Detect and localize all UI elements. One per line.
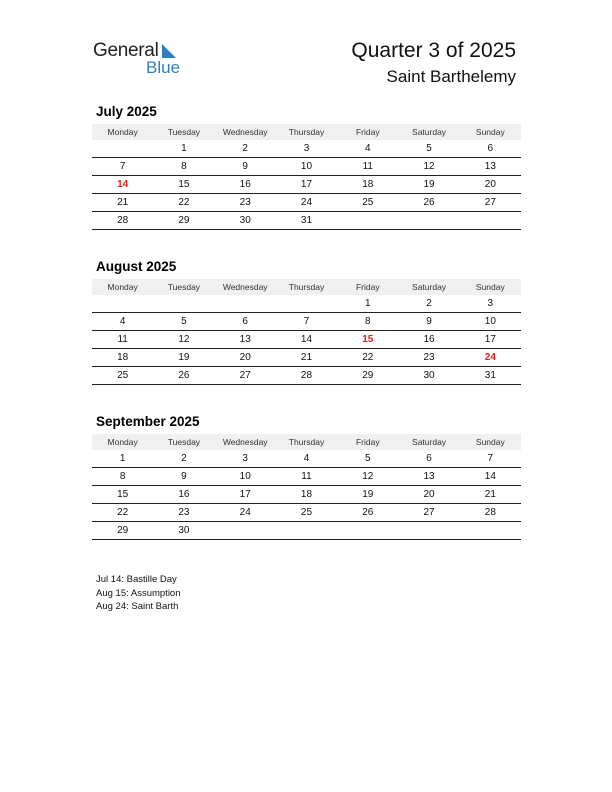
day-cell <box>92 140 153 157</box>
day-cell: 23 <box>239 197 251 208</box>
month-title: August 2025 <box>96 259 177 274</box>
day-cell: 12 <box>362 471 374 482</box>
week-row <box>92 331 521 349</box>
weekday-label: Friday <box>355 437 380 447</box>
month-september <box>92 413 521 540</box>
day-cell: 20 <box>423 489 435 500</box>
day-cell: 29 <box>362 370 374 381</box>
day-cell: 9 <box>181 471 187 482</box>
week-row <box>92 140 521 158</box>
day-cell: 6 <box>426 453 432 464</box>
month-august <box>92 258 521 385</box>
week-row <box>92 349 521 367</box>
weekday-label: Tuesday <box>167 282 201 292</box>
day-cell: 28 <box>484 507 496 518</box>
day-cell <box>215 295 276 312</box>
day-cell: 13 <box>423 471 435 482</box>
weekday-label: Sunday <box>475 282 505 292</box>
day-cell: 20 <box>484 179 496 190</box>
day-cell: 30 <box>423 370 435 381</box>
day-cell: 23 <box>178 507 190 518</box>
day-cell: 21 <box>484 489 496 500</box>
page-subtitle: Saint Barthelemy <box>386 67 516 86</box>
weekday-label: Thursday <box>288 282 325 292</box>
week-row <box>92 158 521 176</box>
day-cell: 3 <box>303 143 310 154</box>
day-cell: 6 <box>242 316 248 327</box>
day-cell <box>92 295 153 312</box>
day-cell: 5 <box>364 453 371 464</box>
day-cell: 7 <box>303 316 310 327</box>
logo-text-blue: Blue <box>146 58 181 77</box>
day-cell: 31 <box>484 370 496 381</box>
day-cell: 11 <box>301 471 312 482</box>
weekday-label: Sunday <box>475 127 505 137</box>
day-cell: 22 <box>178 197 190 208</box>
day-cell: 15 <box>362 334 374 345</box>
day-cell: 5 <box>426 143 432 154</box>
week-row <box>92 522 521 540</box>
day-cell: 2 <box>426 298 432 309</box>
header <box>351 38 516 89</box>
month-july <box>92 103 521 230</box>
day-cell: 21 <box>117 197 129 208</box>
week-row <box>92 176 521 194</box>
day-cell: 25 <box>300 507 313 518</box>
weekday-header-row <box>92 279 521 295</box>
day-cell: 22 <box>362 352 374 363</box>
day-cell: 7 <box>487 453 494 464</box>
page-title: Quarter 3 of 2025 <box>351 39 516 62</box>
day-cell: 4 <box>364 143 371 154</box>
day-cell: 20 <box>239 352 251 363</box>
day-cell: 8 <box>181 161 187 172</box>
week-row <box>92 295 521 313</box>
weekday-label: Friday <box>355 127 380 137</box>
weekday-label: Thursday <box>288 127 325 137</box>
day-cell: 13 <box>239 334 251 345</box>
day-cell <box>153 295 214 312</box>
day-cell: 31 <box>300 215 313 226</box>
day-cell: 10 <box>300 161 313 172</box>
day-cell <box>398 522 459 539</box>
day-cell: 2 <box>181 453 187 464</box>
day-cell: 26 <box>178 370 190 381</box>
day-cell: 6 <box>487 143 494 154</box>
day-cell: 24 <box>300 197 313 208</box>
day-cell: 18 <box>362 179 374 190</box>
day-cell: 1 <box>181 143 187 154</box>
day-cell <box>276 295 337 312</box>
week-row <box>92 194 521 212</box>
day-cell: 27 <box>239 370 251 381</box>
day-cell: 8 <box>364 316 371 327</box>
day-cell: 25 <box>117 370 129 381</box>
day-cell: 3 <box>242 453 248 464</box>
day-cell: 5 <box>181 316 187 327</box>
day-cell <box>398 212 459 229</box>
day-cell: 30 <box>178 525 190 536</box>
day-cell: 10 <box>484 316 496 327</box>
holiday-note: Aug 24: Saint Barth <box>96 601 179 612</box>
weekday-label: Saturday <box>412 127 447 137</box>
day-cell: 19 <box>423 179 435 190</box>
day-cell: 21 <box>300 352 313 363</box>
day-cell <box>276 522 337 539</box>
day-cell: 12 <box>423 161 435 172</box>
day-cell: 16 <box>178 489 190 500</box>
holiday-notes <box>96 573 181 614</box>
weekday-label: Tuesday <box>167 437 201 447</box>
day-cell: 19 <box>178 352 190 363</box>
weekday-label: Wednesday <box>222 127 268 137</box>
weekday-label: Thursday <box>288 437 325 447</box>
day-cell: 18 <box>117 352 129 363</box>
weekday-header-row <box>92 124 521 140</box>
day-cell: 27 <box>484 197 496 208</box>
week-row <box>92 367 521 385</box>
day-cell: 24 <box>484 352 496 363</box>
day-cell: 2 <box>242 143 248 154</box>
day-cell: 15 <box>178 179 190 190</box>
day-cell: 14 <box>484 471 496 482</box>
day-cell: 26 <box>423 197 435 208</box>
day-cell: 16 <box>423 334 435 345</box>
day-cell: 8 <box>119 471 126 482</box>
week-row <box>92 468 521 486</box>
day-cell: 1 <box>364 298 371 309</box>
day-cell: 15 <box>117 489 129 500</box>
day-cell: 9 <box>242 161 248 172</box>
day-cell: 17 <box>484 334 496 345</box>
month-title: July 2025 <box>96 104 157 119</box>
weekday-label: Saturday <box>412 282 447 292</box>
week-row <box>92 313 521 331</box>
day-cell: 24 <box>239 507 251 518</box>
generalblue-logo <box>93 40 193 80</box>
day-cell: 11 <box>362 161 373 172</box>
week-row <box>92 450 521 468</box>
day-cell: 23 <box>423 352 435 363</box>
logo-triangle-icon <box>162 44 176 58</box>
week-row <box>92 212 521 230</box>
day-cell: 14 <box>117 179 129 190</box>
holiday-note: Aug 15: Assumption <box>96 587 181 599</box>
weekday-label: Tuesday <box>167 127 201 137</box>
day-cell: 13 <box>484 161 496 172</box>
logo-text-general: General <box>93 40 159 61</box>
day-cell: 28 <box>300 370 313 381</box>
month-title: September 2025 <box>96 414 200 429</box>
day-cell <box>337 522 398 539</box>
day-cell: 27 <box>423 507 435 518</box>
weekday-label: Sunday <box>475 437 505 447</box>
day-cell: 14 <box>300 334 313 345</box>
day-cell <box>460 212 521 229</box>
day-cell: 3 <box>487 298 494 309</box>
day-cell: 11 <box>117 334 128 345</box>
day-cell: 9 <box>426 316 432 327</box>
day-cell: 19 <box>362 489 374 500</box>
day-cell: 22 <box>117 507 129 518</box>
day-cell <box>215 522 276 539</box>
day-cell: 10 <box>239 471 251 482</box>
weekday-label: Wednesday <box>222 437 268 447</box>
holiday-note: Jul 14: Bastille Day <box>96 574 177 585</box>
day-cell: 25 <box>362 197 374 208</box>
day-cell: 1 <box>119 453 126 464</box>
day-cell <box>460 522 521 539</box>
weekday-label: Monday <box>107 282 138 292</box>
day-cell: 26 <box>362 507 374 518</box>
day-cell: 28 <box>117 215 129 226</box>
day-cell: 17 <box>300 179 313 190</box>
day-cell: 7 <box>119 161 126 172</box>
weekday-label: Monday <box>107 127 138 137</box>
weekday-label: Friday <box>355 282 380 292</box>
day-cell: 18 <box>300 489 313 500</box>
weekday-header-row <box>92 434 521 450</box>
day-cell: 17 <box>239 489 251 500</box>
day-cell: 4 <box>119 316 126 327</box>
day-cell: 29 <box>117 525 129 536</box>
day-cell: 30 <box>239 215 251 226</box>
week-row <box>92 486 521 504</box>
day-cell <box>337 212 398 229</box>
day-cell: 12 <box>178 334 190 345</box>
weekday-label: Wednesday <box>222 282 268 292</box>
weekday-label: Saturday <box>412 437 447 447</box>
weekday-label: Monday <box>107 437 138 447</box>
day-cell: 29 <box>178 215 190 226</box>
week-row <box>92 504 521 522</box>
day-cell: 4 <box>303 453 310 464</box>
day-cell: 16 <box>239 179 251 190</box>
